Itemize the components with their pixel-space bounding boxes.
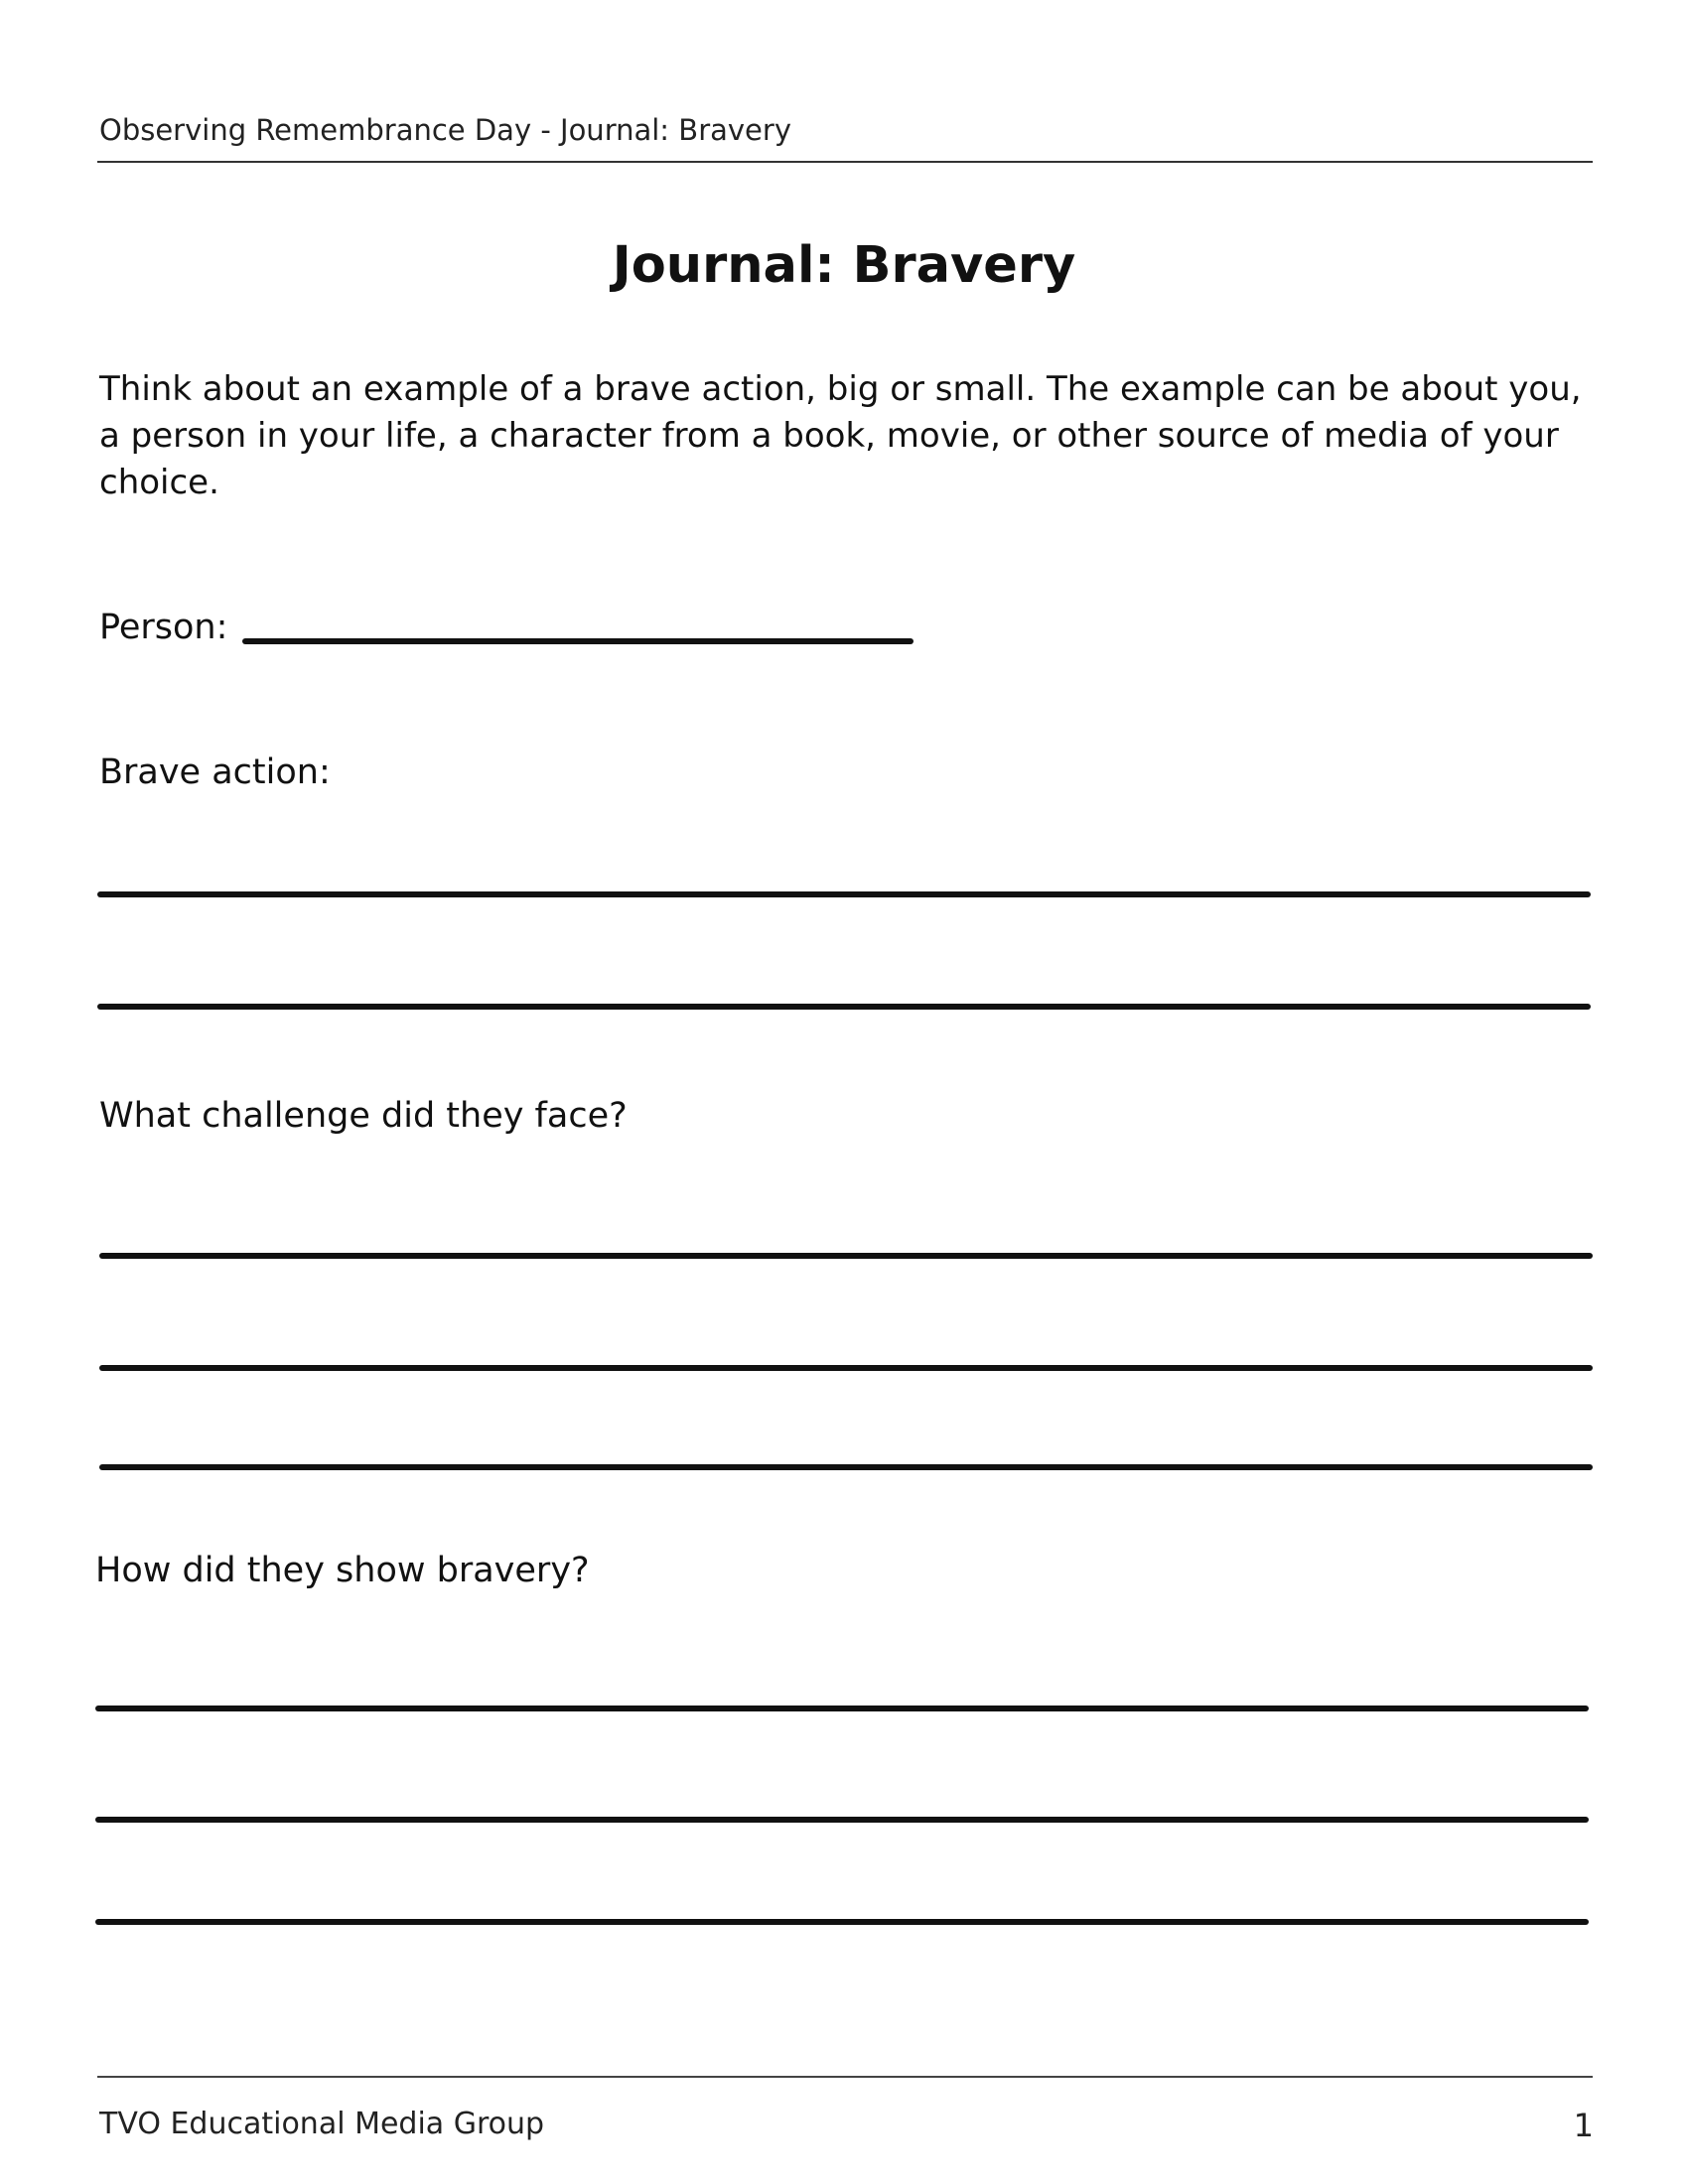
running-header: Observing Remembrance Day - Journal: Bravery [99, 113, 791, 147]
challenge-label: What challenge did they face? [99, 1096, 628, 1136]
page-number: 1 [1573, 2107, 1594, 2144]
instructions-paragraph: Think about an example of a brave action, big or small. The example can be about you, a person in your life, a character from a book, movie, or other source of media of your choice. [99, 369, 1582, 502]
bravery-label: How did they show bravery? [95, 1551, 590, 1590]
challenge-answer-line-1[interactable] [99, 1253, 1593, 1259]
brave-action-label: Brave action: [99, 752, 331, 792]
footer-divider [97, 2076, 1593, 2078]
challenge-answer-line-3[interactable] [99, 1464, 1593, 1470]
footer-organization: TVO Educational Media Group [99, 2107, 545, 2141]
page-title: Journal: Bravery [612, 236, 1076, 295]
brave-action-answer-line-1[interactable] [97, 891, 1591, 897]
bravery-answer-line-3[interactable] [95, 1919, 1589, 1925]
person-label: Person: [99, 608, 228, 647]
header-divider [97, 161, 1593, 163]
brave-action-answer-line-2[interactable] [97, 1004, 1591, 1010]
bravery-answer-line-2[interactable] [95, 1817, 1589, 1823]
challenge-answer-line-2[interactable] [99, 1365, 1593, 1371]
bravery-answer-line-1[interactable] [95, 1706, 1589, 1711]
person-answer-line[interactable] [242, 638, 914, 644]
